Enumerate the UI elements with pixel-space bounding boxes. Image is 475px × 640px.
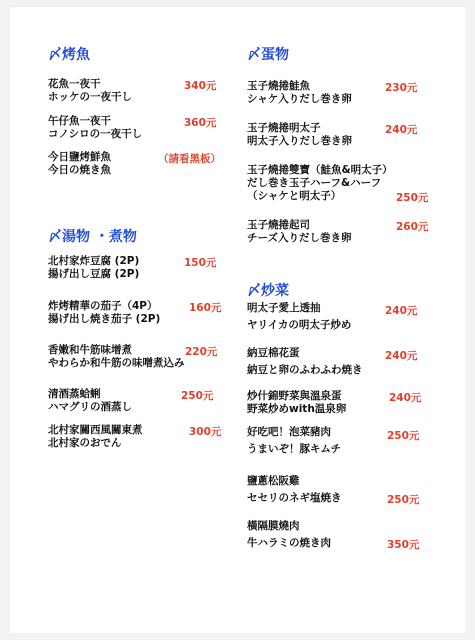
section-title: 〆炒菜 [247, 283, 289, 299]
item-name: 玉子燒捲雙寶（鮭魚&明太子） [247, 164, 393, 176]
item-name: 香嫩和牛筋味增煮 [48, 344, 132, 356]
item-subname: 揚げ出し焼き茄子 (2P) [48, 313, 161, 325]
item-price: 240元 [389, 392, 422, 404]
section-title: 〆湯物 ・煮物 [48, 229, 137, 245]
item-price: 250元 [181, 390, 214, 402]
item-subname: 北村家のおでん [48, 437, 122, 449]
item-price: 300元 [189, 426, 222, 438]
item-name: 午仔魚一夜干 [48, 115, 111, 127]
item-price: 350元 [387, 539, 420, 551]
item-subname: ハマグリの酒蒸し [48, 401, 132, 413]
item-subname: 納豆と卵のふわふわ焼き [247, 364, 363, 376]
item-subname: だし巻き玉子ハーフ&ハーフ [247, 177, 382, 189]
item-price: 220元 [185, 346, 218, 358]
item-subname: チーズ入りだし巻き卵 [247, 232, 352, 244]
item-subname: うまいぞ！豚キムチ [247, 443, 342, 455]
section-title: 〆烤魚 [48, 47, 90, 63]
item-price: （請看黑板） [158, 153, 221, 165]
item-subname-2: （シャケと明太子） [247, 190, 342, 202]
item-subname: セセリのネギ塩焼き [247, 492, 342, 504]
item-subname: 揚げ出し豆腐 (2P) [48, 268, 140, 280]
item-name: 炒什錦野菜與溫泉蛋 [247, 390, 342, 402]
item-name: 鹽蔥松阪雞 [247, 475, 300, 487]
item-price: 250元 [387, 494, 420, 506]
item-name: 橫隔膜燒肉 [247, 520, 300, 532]
item-name: 清酒蒸蛤蜊 [48, 388, 101, 400]
item-subname: 明太子入りだし巻き卵 [247, 135, 352, 147]
item-name: 納豆棉花蛋 [247, 347, 300, 359]
item-price: 240元 [385, 350, 418, 362]
item-price: 230元 [385, 82, 418, 94]
item-subname: シャケ入りだし巻き卵 [247, 93, 352, 105]
item-price: 340元 [184, 80, 217, 92]
item-name: 今日鹽烤鮮魚 [48, 151, 111, 163]
item-name: 玉子燒捲鮭魚 [247, 80, 310, 92]
item-price: 160元 [189, 302, 222, 314]
item-price: 250元 [387, 430, 420, 442]
section-title: 〆蛋物 [247, 47, 289, 63]
item-subname: 野菜炒めwith温泉卵 [247, 403, 347, 415]
item-subname: 牛ハラミの焼き肉 [247, 537, 331, 549]
item-price: 360元 [184, 117, 217, 129]
item-name: 花魚一夜干 [48, 78, 101, 90]
item-name: 北村家炸豆腐 (2P) [48, 255, 140, 267]
item-price: 240元 [385, 124, 418, 136]
item-name: 北村家關西風關東煮 [48, 424, 143, 436]
item-name: 玉子燒捲起司 [247, 219, 310, 231]
item-price: 260元 [396, 221, 429, 233]
item-subname: ヤリイカの明太子炒め [247, 319, 352, 331]
item-price: 250元 [396, 192, 429, 204]
item-subname: 今日の焼き魚 [48, 164, 111, 176]
item-price: 240元 [385, 305, 418, 317]
item-subname: やわらか和牛筋の味噌煮込み [48, 357, 185, 369]
item-subname: ホッケの一夜干し [48, 91, 132, 103]
item-name: 明太子愛上透抽 [247, 302, 321, 314]
item-price: 150元 [184, 257, 217, 269]
item-name: 好吃吧！泡菜豬肉 [247, 426, 331, 438]
item-name: 炸烤精華の茄子（4P） [48, 300, 158, 312]
menu-page [10, 6, 465, 633]
item-name: 玉子燒捲明太子 [247, 122, 321, 134]
item-subname: コノシロの一夜干し [48, 128, 143, 140]
